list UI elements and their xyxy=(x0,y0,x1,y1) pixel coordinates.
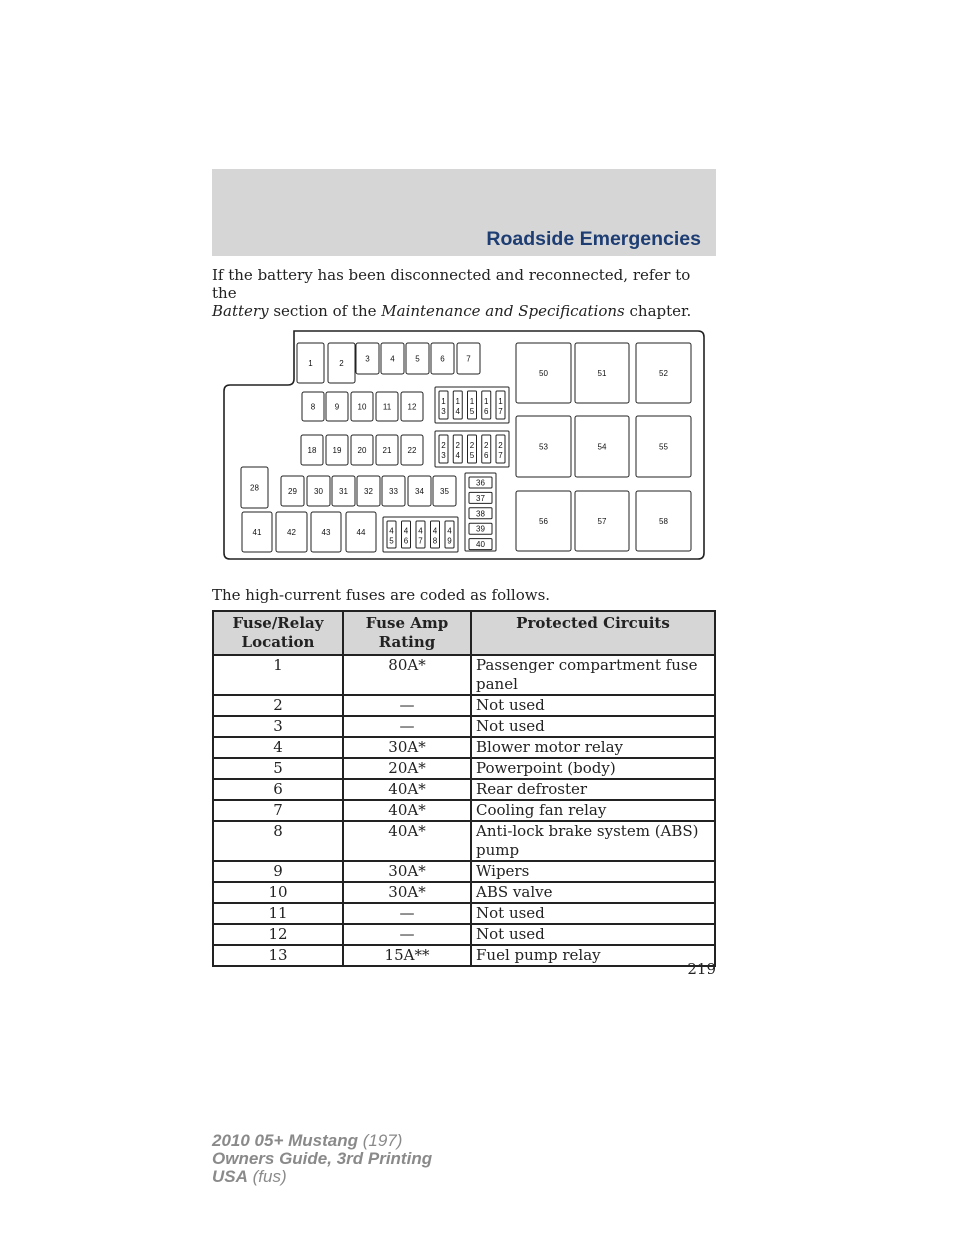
location-cell: 13 xyxy=(213,945,343,966)
location-cell: 9 xyxy=(213,861,343,882)
mini-fuse-digit: 5 xyxy=(469,407,475,416)
amp-rating-cell: 30A* xyxy=(343,882,471,903)
relay-58-label: 58 xyxy=(659,517,668,526)
table-row xyxy=(213,716,715,737)
page-number: 219 xyxy=(687,960,716,978)
circuit-cell: Not used xyxy=(471,924,715,945)
amp-rating-cell: 80A* xyxy=(343,655,471,695)
intro-text-1: If the battery has been disconnected and reconnected, refer to the xyxy=(212,266,691,302)
circuit-cell: Blower motor relay xyxy=(471,737,715,758)
fuse-9-label: 9 xyxy=(334,402,340,412)
table-row xyxy=(213,737,715,758)
fuse-5-label: 5 xyxy=(415,354,420,364)
table-row xyxy=(213,695,715,716)
fuse-18-label: 18 xyxy=(307,446,317,455)
mini-fuse-digit: 6 xyxy=(484,407,489,416)
location-cell: 3 xyxy=(213,716,343,737)
amp-rating-cell: 20A* xyxy=(343,758,471,779)
table-row xyxy=(213,758,715,779)
footer-info xyxy=(212,1132,432,1186)
location-cell: 12 xyxy=(213,924,343,945)
amp-rating-cell: 40A* xyxy=(343,821,471,861)
fuse-28-label: 28 xyxy=(250,483,259,493)
fuse-34-label: 34 xyxy=(415,487,424,496)
footer-line-2: Owners Guide, 3rd Printing xyxy=(212,1149,433,1168)
mini-fuse-digit: 4 xyxy=(455,407,460,416)
mini-fuse-digit: 4 xyxy=(389,526,394,536)
table-row xyxy=(213,779,715,800)
circuit-cell: Rear defroster xyxy=(471,779,715,800)
table-row xyxy=(213,655,715,695)
table-caption: The high-current fuses are coded as follows. xyxy=(212,586,551,604)
circuit-cell: Powerpoint (body) xyxy=(471,758,715,779)
amp-rating-cell: 40A* xyxy=(343,800,471,821)
mini-fuse-digit: 8 xyxy=(432,536,438,546)
fuse-31-label: 31 xyxy=(339,487,348,496)
fuse-table xyxy=(212,610,716,967)
table-row xyxy=(213,945,715,966)
relay-55-label: 55 xyxy=(659,442,668,452)
circuit-cell: Passenger compartment fuse panel xyxy=(471,655,715,695)
mini-fuse-digit: 6 xyxy=(403,536,409,546)
fuse-19-label: 19 xyxy=(332,446,342,455)
fuse-10-label: 10 xyxy=(357,402,367,412)
mini-fuse-digit: 2 xyxy=(441,441,446,450)
circuit-cell: Fuel pump relay xyxy=(471,945,715,966)
battery-reference: Battery xyxy=(212,302,269,320)
fuse-8-label: 8 xyxy=(310,402,316,412)
mini-fuse-digit: 4 xyxy=(447,526,452,536)
fuse-41-label: 41 xyxy=(252,528,262,537)
table-row xyxy=(213,924,715,945)
rating-header: Fuse Amp Rating xyxy=(343,611,471,655)
location-cell: 4 xyxy=(213,737,343,758)
fuse-32-label: 32 xyxy=(364,487,373,496)
fuse-2-label: 2 xyxy=(339,359,344,368)
table-row xyxy=(213,800,715,821)
mini-fuse-digit: 7 xyxy=(498,451,503,460)
mini-fuse-digit: 4 xyxy=(418,526,423,536)
mini-fuse-digit: 7 xyxy=(498,407,503,416)
amp-rating-cell: 15A** xyxy=(343,945,471,966)
mini-fuse-digit: 2 xyxy=(498,441,503,450)
relay-50-label: 50 xyxy=(539,369,548,378)
amp-rating-cell: — xyxy=(343,716,471,737)
fuse-12-label: 12 xyxy=(407,402,417,412)
mini-fuse-digit: 4 xyxy=(403,526,409,536)
fuse-1-label: 1 xyxy=(308,359,313,368)
location-cell: 5 xyxy=(213,758,343,779)
amp-rating-cell: — xyxy=(343,903,471,924)
relay-51-label: 51 xyxy=(597,369,607,378)
relay-56-label: 56 xyxy=(539,517,548,526)
circuit-cell: Anti-lock brake system (ABS) pump xyxy=(471,821,715,861)
amp-rating-cell: 30A* xyxy=(343,737,471,758)
table-row xyxy=(213,821,715,861)
fuse-box-diagram xyxy=(222,329,706,561)
table-header-row xyxy=(213,611,715,655)
mini-fuse-digit: 3 xyxy=(441,451,446,460)
location-cell: 2 xyxy=(213,695,343,716)
mini-fuse-digit: 1 xyxy=(441,397,446,406)
fuse-3-label: 3 xyxy=(365,354,370,364)
section-header xyxy=(212,169,716,256)
table-row xyxy=(213,882,715,903)
fuse-44-label: 44 xyxy=(356,528,366,537)
fuse-11-label: 11 xyxy=(382,402,392,412)
intro-text-2: section of the xyxy=(268,302,382,320)
fuse-6-label: 6 xyxy=(440,354,445,364)
location-cell: 11 xyxy=(213,903,343,924)
fuse-4-label: 4 xyxy=(390,354,395,364)
fuse-39-label: 39 xyxy=(476,524,485,534)
fuse-43-label: 43 xyxy=(321,528,331,537)
mini-fuse-digit: 4 xyxy=(432,526,438,536)
mini-fuse-digit: 4 xyxy=(455,451,460,460)
amp-rating-cell: — xyxy=(343,695,471,716)
mini-fuse-digit: 5 xyxy=(389,536,394,546)
fuse-21-label: 21 xyxy=(382,446,392,455)
fuse-35-label: 35 xyxy=(440,487,449,496)
amp-rating-cell: 30A* xyxy=(343,861,471,882)
location-header: Fuse/Relay Location xyxy=(213,611,343,655)
circuit-cell: Not used xyxy=(471,903,715,924)
relay-53-label: 53 xyxy=(539,442,548,452)
mini-fuse-digit: 5 xyxy=(469,451,475,460)
intro-paragraph xyxy=(212,266,716,320)
location-cell: 7 xyxy=(213,800,343,821)
maintenance-reference: Maintenance and Specifications xyxy=(381,302,625,320)
fuse-22-label: 22 xyxy=(407,446,417,455)
circuit-cell: Wipers xyxy=(471,861,715,882)
footer-line-1: 2010 05+ Mustang (197) xyxy=(212,1131,403,1150)
circuit-cell: Not used xyxy=(471,716,715,737)
fuse-29-label: 29 xyxy=(288,487,297,496)
fuse-30-label: 30 xyxy=(314,487,323,496)
mini-fuse-digit: 7 xyxy=(418,536,423,546)
location-cell: 1 xyxy=(213,655,343,695)
fuse-36-label: 36 xyxy=(476,478,485,488)
relay-54-label: 54 xyxy=(597,442,607,452)
mini-fuse-digit: 1 xyxy=(455,397,460,406)
mini-fuse-digit: 2 xyxy=(455,441,460,450)
section-title: Roadside Emergencies xyxy=(486,228,701,250)
mini-fuse-digit: 2 xyxy=(469,441,475,450)
fuse-42-label: 42 xyxy=(287,528,296,537)
mini-fuse-digit: 2 xyxy=(484,441,489,450)
location-cell: 10 xyxy=(213,882,343,903)
relay-57-label: 57 xyxy=(597,517,607,526)
circuit-cell: ABS valve xyxy=(471,882,715,903)
amp-rating-cell: — xyxy=(343,924,471,945)
mini-fuse-digit: 6 xyxy=(484,451,489,460)
location-cell: 8 xyxy=(213,821,343,861)
fuse-37-label: 37 xyxy=(476,493,485,503)
relay-52-label: 52 xyxy=(659,369,668,378)
mini-fuse-digit: 3 xyxy=(441,407,446,416)
fuse-20-label: 20 xyxy=(357,446,367,455)
table-row xyxy=(213,861,715,882)
location-cell: 6 xyxy=(213,779,343,800)
fuse-40-label: 40 xyxy=(476,540,485,550)
mini-fuse-digit: 1 xyxy=(469,397,475,406)
fuse-38-label: 38 xyxy=(476,509,485,519)
mini-fuse-digit: 1 xyxy=(484,397,489,406)
fuse-33-label: 33 xyxy=(389,487,398,496)
fuse-7-label: 7 xyxy=(466,354,471,364)
circuit-cell: Cooling fan relay xyxy=(471,800,715,821)
amp-rating-cell: 40A* xyxy=(343,779,471,800)
mini-fuse-digit: 9 xyxy=(447,536,452,546)
intro-text-3: chapter. xyxy=(624,302,692,320)
table-row xyxy=(213,903,715,924)
circuits-header: Protected Circuits xyxy=(471,611,715,655)
mini-fuse-digit: 1 xyxy=(498,397,503,406)
footer-line-3: USA (fus) xyxy=(212,1167,287,1186)
circuit-cell: Not used xyxy=(471,695,715,716)
